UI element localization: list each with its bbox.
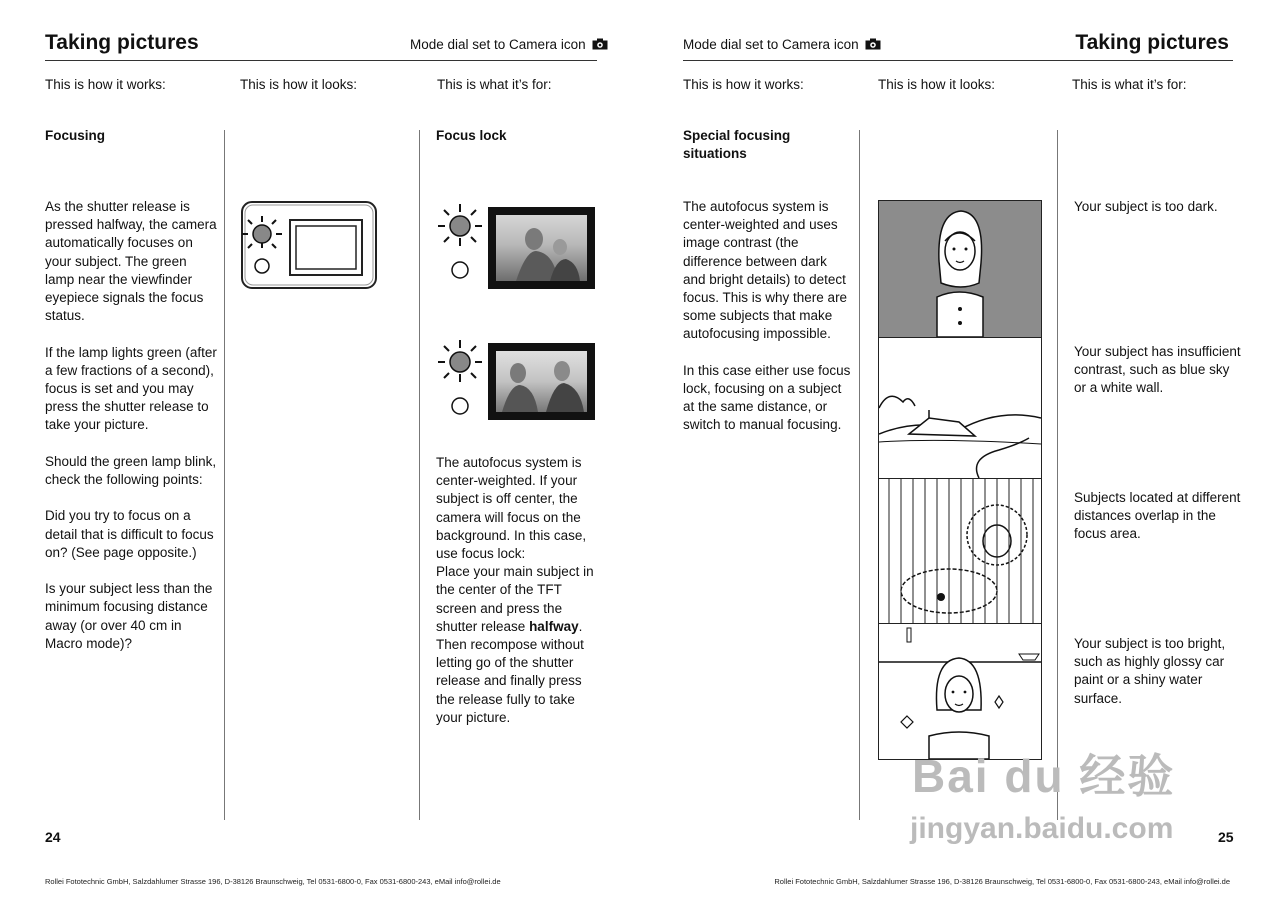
overlapping-distances-illustration <box>879 479 1041 624</box>
green-lamp-lit-icon <box>436 202 486 284</box>
landscape-drawing <box>879 338 1041 478</box>
focusing-heading: Focusing <box>45 128 105 143</box>
camera-icon <box>592 38 608 50</box>
paragraph: If the lamp lights green (after a few fractions of a second), focus is set and you may press the shutter release to take your picture. <box>45 344 217 433</box>
special-focusing-heading: Special focusing situations <box>683 128 791 161</box>
focus-lock-text-start: The autofocus system is center-weighted. If your subject is off center, the camera will focus on the background. In this case, use focus lock: Place your main subject in the center of the TFT screen and press the shutter release <box>436 455 594 634</box>
focusing-text <box>45 198 217 671</box>
left-colhead-for: This is what it’s for: <box>437 77 552 92</box>
screen-photo-couple-centered <box>488 207 595 289</box>
column-divider <box>224 130 225 820</box>
paragraph: Should the green lamp blink, check the following points: <box>45 453 217 488</box>
paragraph: In this case either use focus lock, focusing on a subject at the same distance, or switch to manual focusing. <box>683 362 851 433</box>
focus-lock-text <box>436 454 604 727</box>
paragraph: The autofocus system is center-weighted and uses image contrast (the difference between dark and bright details) to detect focus. This is why there are some subjects that make autofocusing impossible. <box>683 199 848 342</box>
focus-situations-illustrations <box>878 200 1042 760</box>
right-colhead-works: This is how it works: <box>683 77 804 92</box>
paragraph: Did you try to focus on a detail that is difficult to focus on? (See page opposite.) <box>45 508 214 560</box>
baidu-watermark-url: jingyan.baidu.com <box>910 812 1174 845</box>
focus-lock-bold-word: halfway <box>529 618 579 634</box>
left-header-rule <box>45 60 597 61</box>
baidu-watermark-logo: Bai du 经验 <box>912 750 1176 802</box>
column-divider <box>1057 130 1058 820</box>
right-page-title: Taking pictures <box>1075 31 1229 54</box>
right-header-rule <box>683 60 1233 61</box>
situation-too-dark: Your subject is too dark. <box>1074 199 1218 214</box>
focus-lock-text-end: . Then recompose without letting go of the shutter release and finally press the release fully to take your picture. <box>436 618 584 725</box>
right-colhead-looks: This is how it looks: <box>878 77 996 92</box>
special-focusing-text <box>683 198 851 453</box>
column-divider <box>419 130 420 820</box>
focus-lock-heading: Focus lock <box>436 128 507 143</box>
right-page-number: 25 <box>1218 829 1234 845</box>
paragraph: As the shutter release is pressed halfway, the camera automatically focuses on your subject. The green lamp near the viewfinder eyepiece signals the focus status. <box>45 199 217 324</box>
right-mode-dial-text <box>683 37 881 52</box>
screen-photo-couple-recomposed <box>488 343 595 420</box>
left-mode-dial-label: Mode dial set to Camera icon <box>410 37 586 52</box>
right-footer: Rollei Fototechnic GmbH, Salzdahlumer Strasse 196, D-38126 Braunschweig, Tel 0531-6800-0, Fax 0531-6800-243, eMail info@rollei.de <box>774 877 1230 886</box>
left-colhead-works: This is how it works: <box>45 77 166 92</box>
photo-couple-image <box>496 351 587 412</box>
situation-too-bright: Your subject is too bright, such as highly glossy car paint or a shiny water surface. <box>1074 636 1226 706</box>
left-mode-dial-text <box>410 37 608 52</box>
dark-subject-illustration <box>879 201 1041 338</box>
camera-icon <box>865 38 881 50</box>
left-page-title: Taking pictures <box>45 31 199 54</box>
green-lamp-lit-icon <box>436 338 486 420</box>
left-colhead-looks: This is how it looks: <box>240 77 358 92</box>
lion-behind-bars-drawing <box>879 479 1041 623</box>
girl-by-water-drawing <box>879 624 1041 759</box>
girl-portrait-drawing <box>879 201 1041 337</box>
camera-back-illustration <box>240 200 378 290</box>
left-footer: Rollei Fototechnic GmbH, Salzdahlumer Strasse 196, D-38126 Braunschweig, Tel 0531-6800-0, Fax 0531-6800-243, eMail info@rollei.de <box>45 877 501 886</box>
right-colhead-for: This is what it’s for: <box>1072 77 1187 92</box>
right-mode-dial-label: Mode dial set to Camera icon <box>683 37 859 52</box>
column-divider <box>859 130 860 820</box>
situation-overlap: Subjects located at different distances overlap in the focus area. <box>1074 490 1241 542</box>
bright-subject-illustration <box>879 624 1041 759</box>
photo-couple-image <box>496 215 587 281</box>
low-contrast-landscape-illustration <box>879 338 1041 479</box>
left-page-number: 24 <box>45 829 61 845</box>
paragraph: Is your subject less than the minimum focusing distance away (or over 40 cm in Macro mode)? <box>45 581 213 651</box>
situation-low-contrast: Your subject has insufficient contrast, such as blue sky or a white wall. <box>1074 344 1241 396</box>
